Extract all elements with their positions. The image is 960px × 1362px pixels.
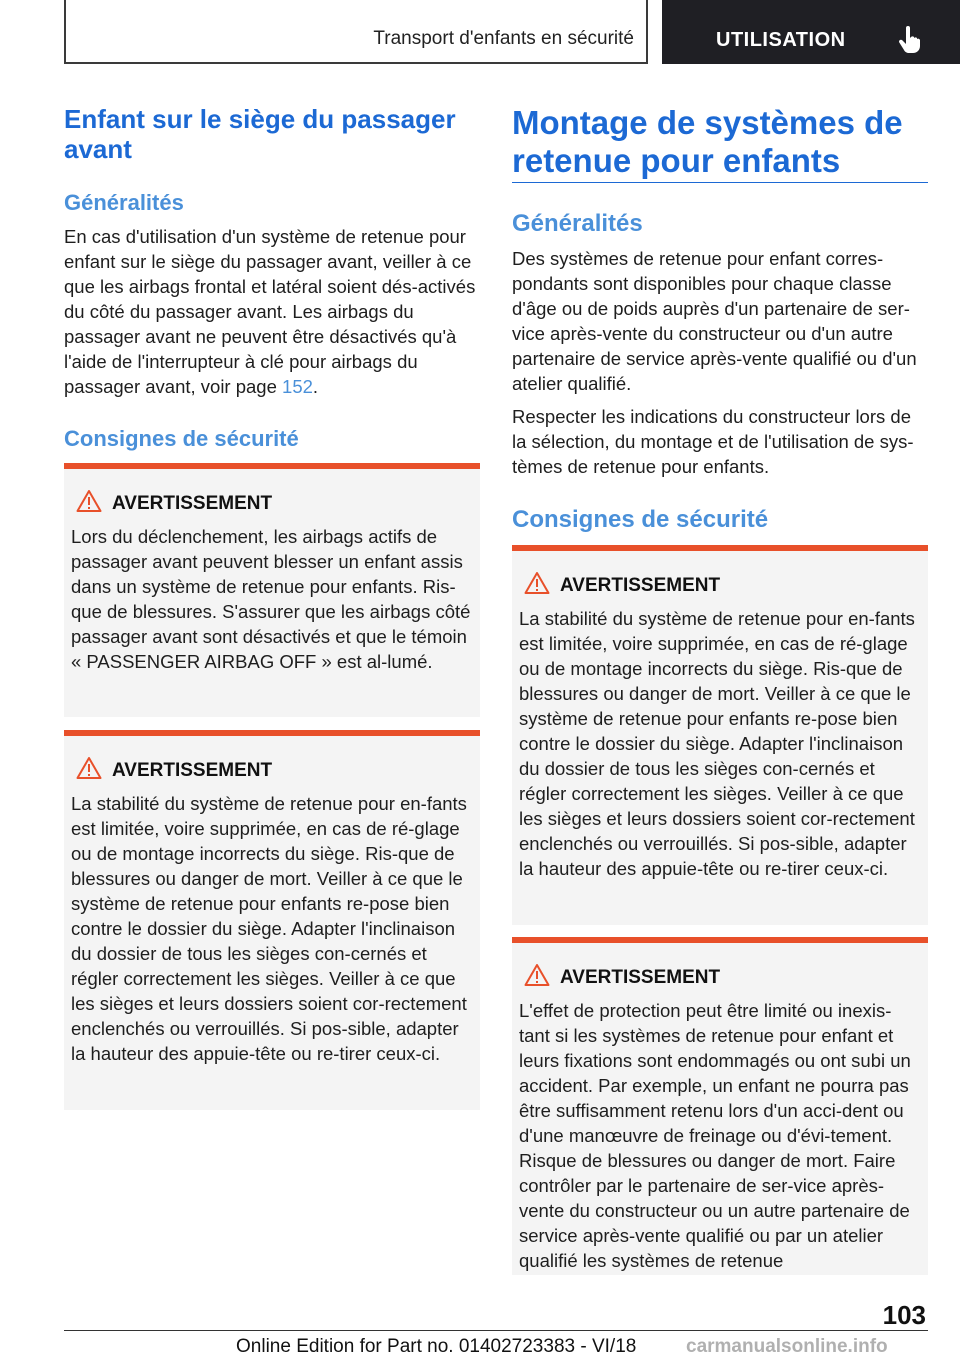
warning-text: La stabilité du système de retenue pour en-fants est limitée, voire supprimée, en cas de ré-glage ou de montage incorrects du siège. Ris-que de blessures ou danger de mort. Veiller à ce que le système de retenue pour enfants re-pose bien contre le dossier du siège. Adapter l'inclinaison du dossier de tous les sièges con-cernés et régler correctement les sièges. Veiller à ce que les sièges et leurs dossiers soient cor-rectement enclenchés ou verrouillés. Si pos-sible, adapter la hauteur des appuie-tête ou re-tirer ceux-ci. (519, 608, 915, 879)
title-underline (512, 182, 928, 183)
section-title: Transport d'enfants en sécurité (373, 28, 634, 49)
warning-box (64, 730, 480, 1110)
warning-title: AVERTISSEMENT (112, 493, 273, 514)
warning-triangle-icon (76, 756, 102, 780)
edition-text: Online Edition for Part no. 01402723383 - VI/18 (236, 1336, 637, 1357)
page-link[interactable]: 152 (282, 376, 313, 397)
warning-triangle-icon (76, 489, 102, 513)
warning-triangle-icon (524, 571, 550, 595)
footer-divider (64, 1330, 928, 1331)
hand-pointer-icon (894, 24, 924, 54)
left-general-text-body: En cas d'utilisation d'un système de retenue pour enfant sur le siège du passager avant, veiller à ce que les airbags frontal et latéral soient dés-activés du côté du passager avant. Les airbags du passager avant ne peuvent être désactivés qu'à l'aide de l'interrupteur à clé pour airbags du passager avant, voir page (64, 226, 476, 397)
right-para-1: Des systèmes de retenue pour enfant corres-pondants sont disponibles pour chaque classe d'âge ou de poids auprès d'un partenaire de ser-vice après-vente du constructeur ou d'un autre partenaire de service après-vente qualifié ou d'un atelier qualifié. (512, 248, 917, 394)
right-section-title: Montage de systèmes de retenue pour enfants (512, 104, 903, 179)
warning-title: AVERTISSEMENT (560, 967, 721, 988)
warning-triangle-icon (524, 963, 550, 987)
warning-box (512, 937, 928, 1275)
watermark: carmanualsonline.info (686, 1336, 888, 1357)
warning-box (64, 463, 480, 717)
warning-title: AVERTISSEMENT (560, 575, 721, 596)
left-section-title: Enfant sur le siège du passager avant (64, 104, 456, 164)
chapter-tab[interactable] (662, 0, 960, 64)
warning-title: AVERTISSEMENT (112, 760, 273, 781)
warning-box (512, 545, 928, 925)
left-general-text (64, 224, 482, 399)
section-header (64, 0, 648, 64)
right-general-heading: Généralités (512, 210, 643, 237)
left-general-text-end: . (312, 376, 319, 397)
warning-text: La stabilité du système de retenue pour en-fants est limitée, voire supprimée, en cas de ré-glage ou de montage incorrects du siège. Ris-que de blessures ou danger de mort. Veiller à ce que le système de retenue pour enfants re-pose bien contre le dossier du siège. Adapter l'inclinaison du dossier de tous les sièges con-cernés et régler correctement les sièges. Veiller à ce que les sièges et leurs dossiers soient cor-rectement enclenchés ou verrouillés. Si pos-sible, adapter la hauteur des appuie-tête ou re-tirer ceux-ci. (71, 793, 467, 1064)
warning-text: Lors du déclenchement, les airbags actifs de passager avant peuvent blesser un enfant assis dans un système de retenue pour enfants. Ris-que de blessures. S'assurer que les airbags côté passager avant sont désactivés et que le témoin « PASSENGER AIRBAG OFF » est al-lumé. (71, 526, 471, 672)
left-safety-heading: Consignes de sécurité (64, 426, 299, 451)
right-para-2: Respecter les indications du constructeur lors de la sélection, du montage et de l'utilisation de sys-tèmes de retenue pour enfants. (512, 406, 914, 477)
left-general-heading: Généralités (64, 190, 184, 215)
right-safety-heading: Consignes de sécurité (512, 506, 769, 533)
page-number: 103 (882, 1300, 926, 1330)
chapter-label: UTILISATION (716, 29, 846, 51)
warning-text: L'effet de protection peut être limité ou inexis-tant si les systèmes de retenue pour enfant et leurs fixations sont endommagés ou ont subi un accident. Par exemple, un enfant ne pourra pas être suffisamment retenu lors d'un acci-dent ou d'une manœuvre de freinage ou d'évi-tement. Risque de blessures ou danger de mort. Faire contrôler par le partenaire de ser-vice après-vente du constructeur ou un autre partenaire de service après-vente qualifié ou par un atelier qualifié les systèmes de retenue (519, 1000, 911, 1271)
